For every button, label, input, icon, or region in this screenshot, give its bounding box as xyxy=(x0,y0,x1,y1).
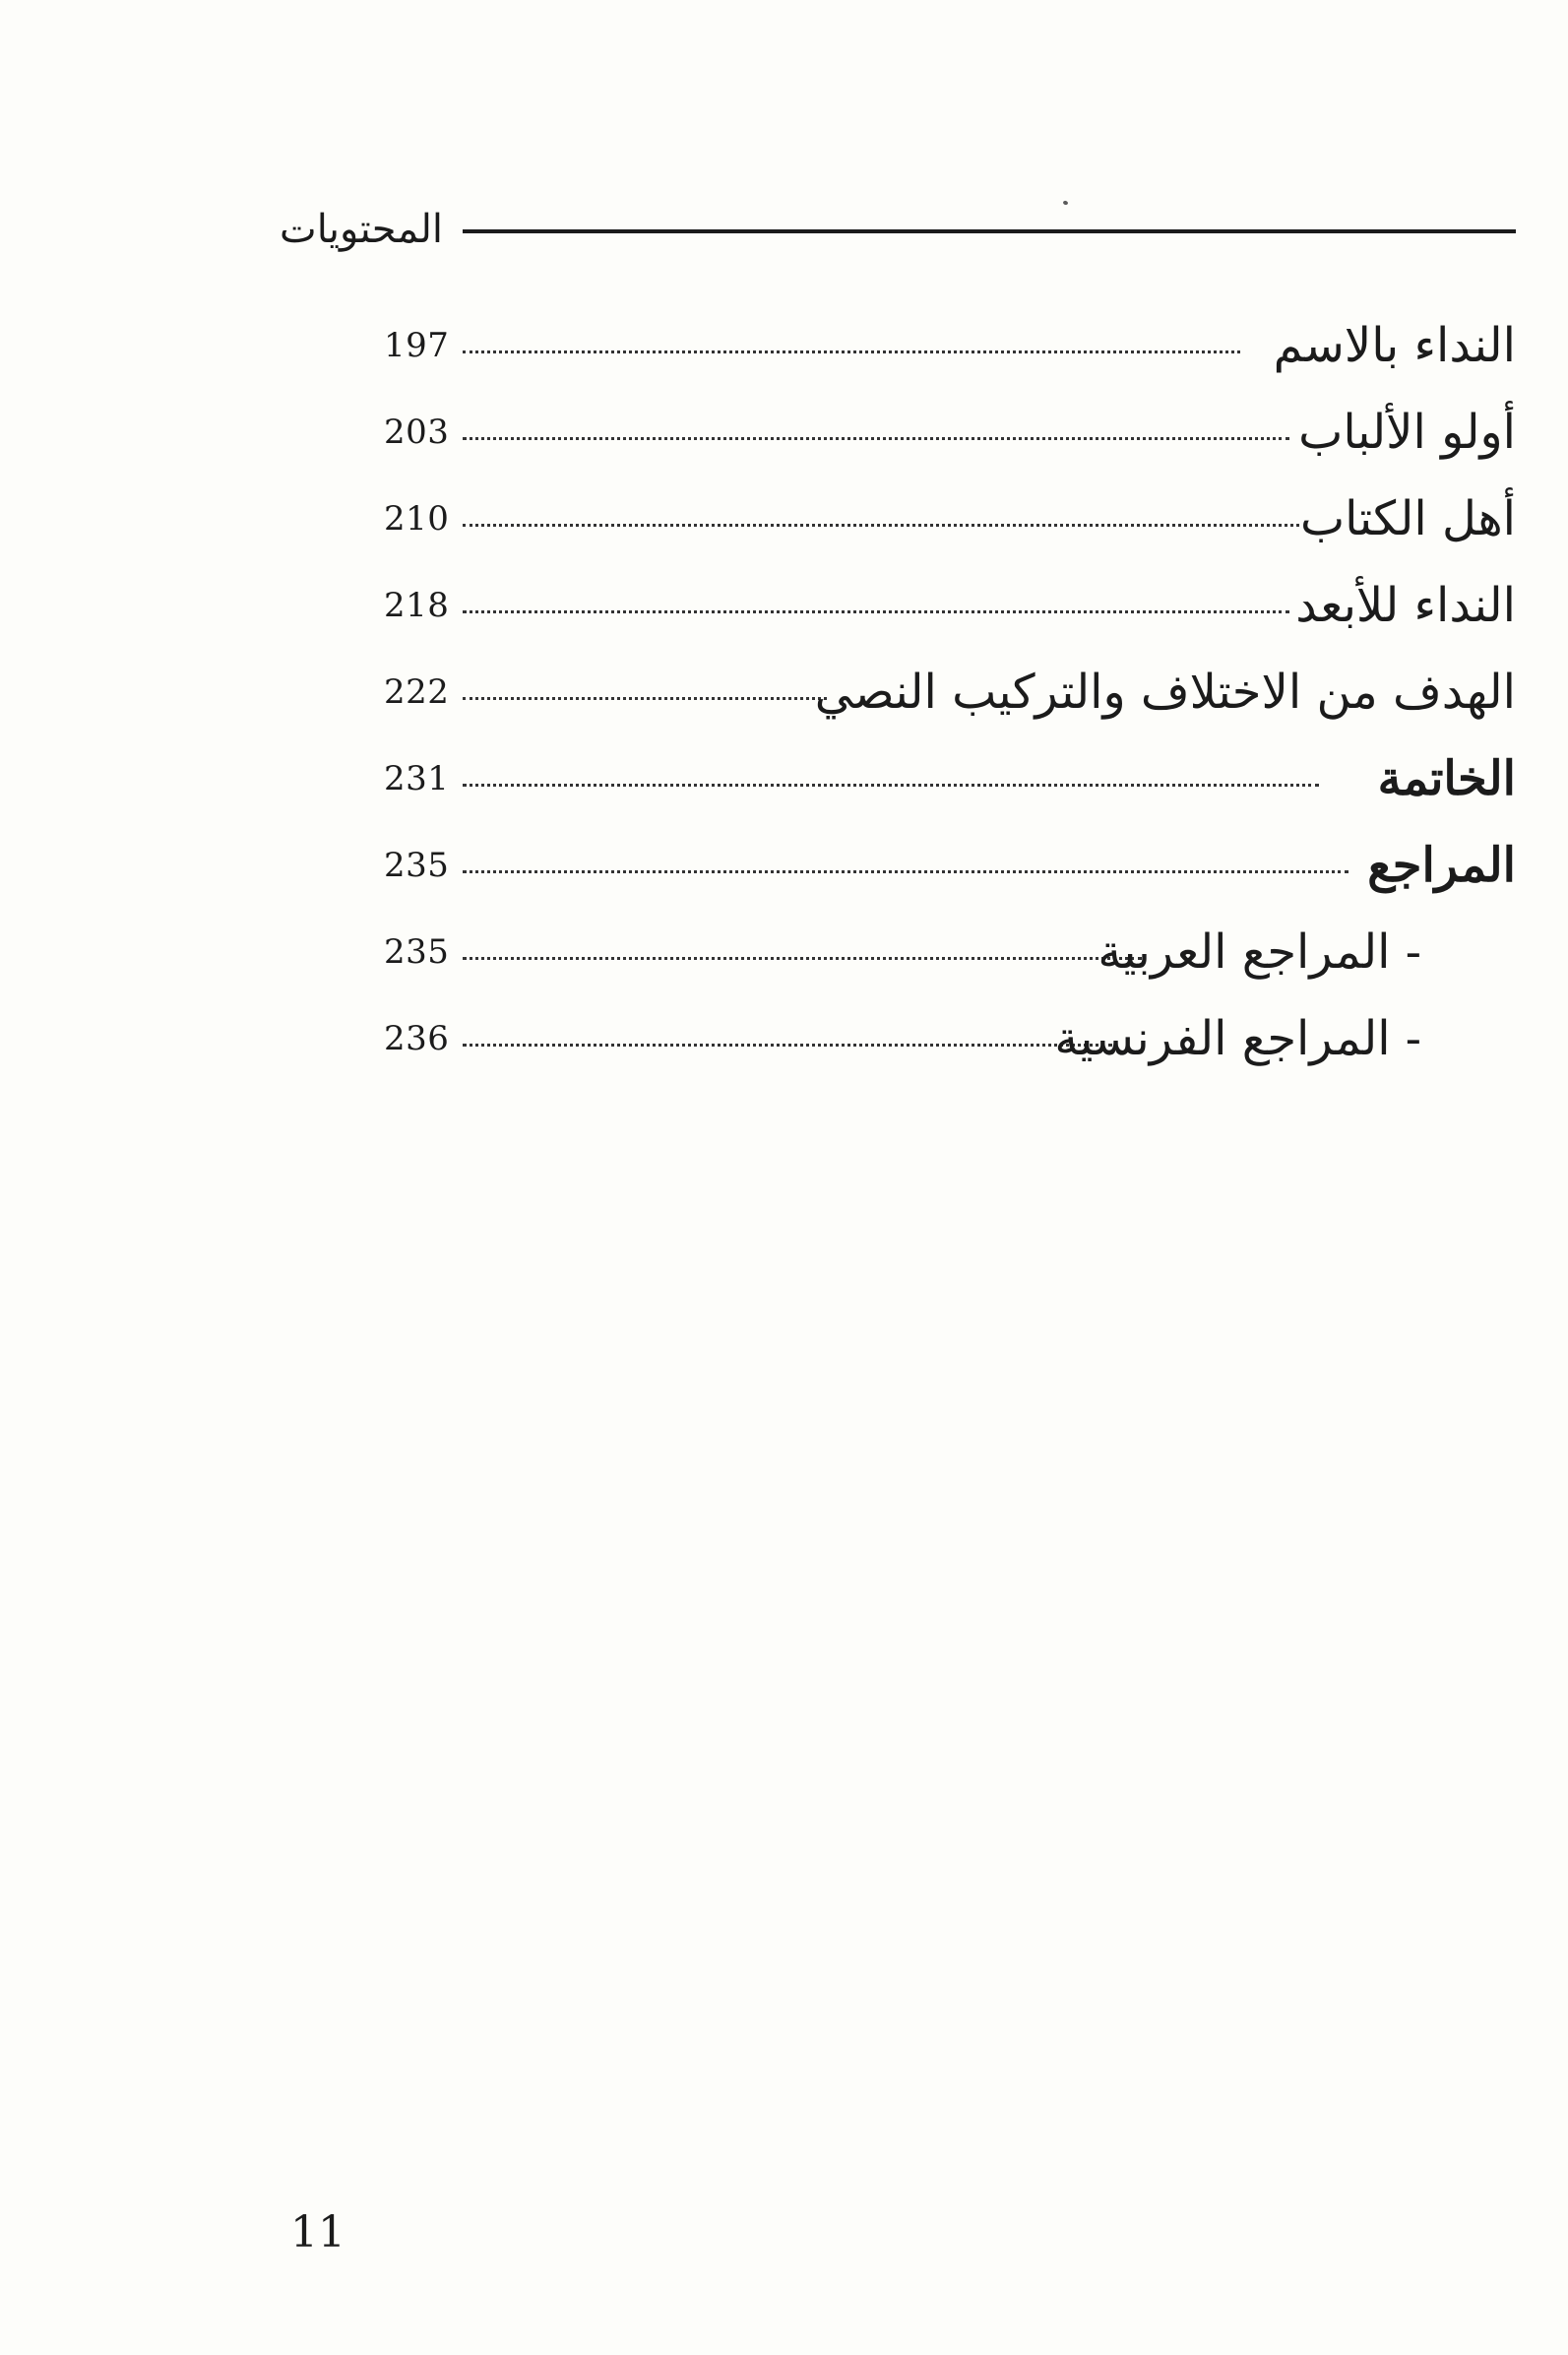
toc-entry xyxy=(384,488,1516,575)
toc-title: الخاتمة xyxy=(1377,751,1516,806)
toc-page-number: 236 xyxy=(384,1019,450,1058)
toc-dot-leader xyxy=(463,1044,1112,1047)
toc-dot-leader xyxy=(463,784,1319,787)
toc-dot-leader xyxy=(463,957,1142,960)
toc-page-number: 218 xyxy=(384,586,450,625)
toc-page-number: 235 xyxy=(384,846,450,885)
toc-dot-leader xyxy=(463,524,1299,527)
toc-title: الهدف من الاختلاف والتركيب النصي xyxy=(814,665,1516,720)
toc-page-number: 203 xyxy=(384,413,450,452)
toc-page-number: 222 xyxy=(384,672,450,712)
toc-title: المراجع xyxy=(1367,838,1516,893)
header-title: المحتويات xyxy=(290,202,443,257)
toc-dot-leader xyxy=(463,350,1240,353)
toc-dot-leader xyxy=(463,697,827,700)
toc-page-number: 231 xyxy=(384,759,450,798)
page-number: 11 xyxy=(290,2207,345,2258)
toc-dot-leader xyxy=(463,610,1289,613)
toc-title: - المراجع الفرنسية xyxy=(1054,1011,1421,1066)
toc-entry xyxy=(384,922,1516,1008)
toc-page-number: 197 xyxy=(384,326,450,365)
toc-title: أولو الألباب xyxy=(1298,405,1516,460)
toc-entry xyxy=(384,662,1516,748)
toc-dot-leader xyxy=(463,870,1348,873)
toc-dot-leader xyxy=(463,437,1289,440)
toc-title: - المراجع العربية xyxy=(1098,924,1421,980)
header-rule xyxy=(463,229,1516,233)
toc-entry xyxy=(384,315,1516,402)
toc-entry xyxy=(384,835,1516,922)
toc-title: النداء بالاسم xyxy=(1273,318,1516,373)
toc-entry xyxy=(384,1008,1516,1095)
toc-entry xyxy=(384,748,1516,835)
toc-title: النداء للأبعد xyxy=(1295,578,1516,633)
toc-entry xyxy=(384,402,1516,488)
toc-page-number: 235 xyxy=(384,932,450,972)
toc-title: أهل الكتاب xyxy=(1299,491,1516,546)
table-of-contents xyxy=(384,315,1516,1095)
running-header xyxy=(280,202,1516,271)
toc-entry xyxy=(384,575,1516,662)
toc-page-number: 210 xyxy=(384,499,450,539)
